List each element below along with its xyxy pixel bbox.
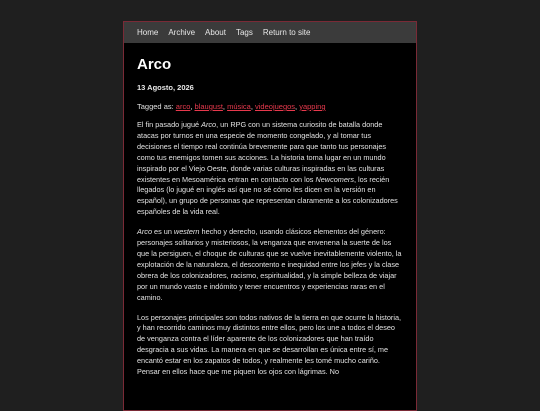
post-paragraph-1: El fin pasado jugué Arco, un RPG con un sistema curiosito de batalla donde atacas por turnos en una especie de momento congelado, y al tomar tus decisiones el tiempo real continúa brevemente para que tanto tus personajes como tus enemigos tomen sus acciones. La historia toma lugar en un mundo inspirado por el Viejo Oeste, donde varias culturas inspiradas en las culturas existentes en Mesoamérica entran en contacto con los Newcomers, los recién llegados (lo jugué en inglés así que no sé cómo les dicen en la versión en español), un grupo de personas que representan claramente a los colonizadores españoles de la vida real. [137, 120, 398, 217]
tag-link-videojuegos[interactable]: videojuegos [255, 102, 296, 111]
post-date: 13 Agosto, 2026 [137, 83, 194, 92]
top-nav [124, 22, 416, 43]
blog-page [123, 21, 417, 411]
tag-link-yapping[interactable]: yapping [299, 102, 326, 111]
tags-label: Tagged as: [137, 102, 176, 111]
post-title: Arco [137, 56, 172, 73]
tag-link-blaugust[interactable]: blaugust [194, 102, 223, 111]
nav-archive-link[interactable]: Archive [168, 28, 196, 37]
post-content [124, 43, 416, 378]
tag-link-musica[interactable]: música [227, 102, 251, 111]
nav-home-link[interactable]: Home [137, 28, 159, 37]
nav-tags-link[interactable]: Tags [235, 28, 253, 37]
tag-link-arco[interactable]: arco [175, 102, 191, 111]
post-tags: Tagged as: arco, blaugust, música, videojuegos, yapping [137, 102, 326, 111]
post-paragraph-3: Los personajes principales son todos nativos de la tierra en que ocurre la historia, y han recorrido caminos muy distintos entre ellos, pero los une a todos el deseo de venganza contra el líder aparente de los colonizadores que han traído desgracia a sus vidas. La manera en que se desarrollan es única entre sí, me encantó estar en los zapatos de todos, y realmente les tomé mucho cariño. Pensar en ellos hace que me piquen los ojos con lágrimas. No [137, 312, 402, 377]
nav-about-link[interactable]: About [205, 28, 226, 37]
nav-return-link[interactable]: Return to site [262, 28, 311, 37]
post-paragraph-2: Arco es un western hecho y derecho, usando clásicos elementos del género: personajes solitarios y misteriosos, la venganza que envenena la suerte de los que la persiguen, el choque de culturas que se vuelve inevitablemente violento, la explotación de la naturaleza, el descontento e inequidad entre los jefes y la clase obrera de los colonizadores, racismo, espiritualidad, y la simple belleza de viajar por un mundo vasto e indómito y tener encuentros y experiencias raras en el camino. [137, 227, 402, 302]
